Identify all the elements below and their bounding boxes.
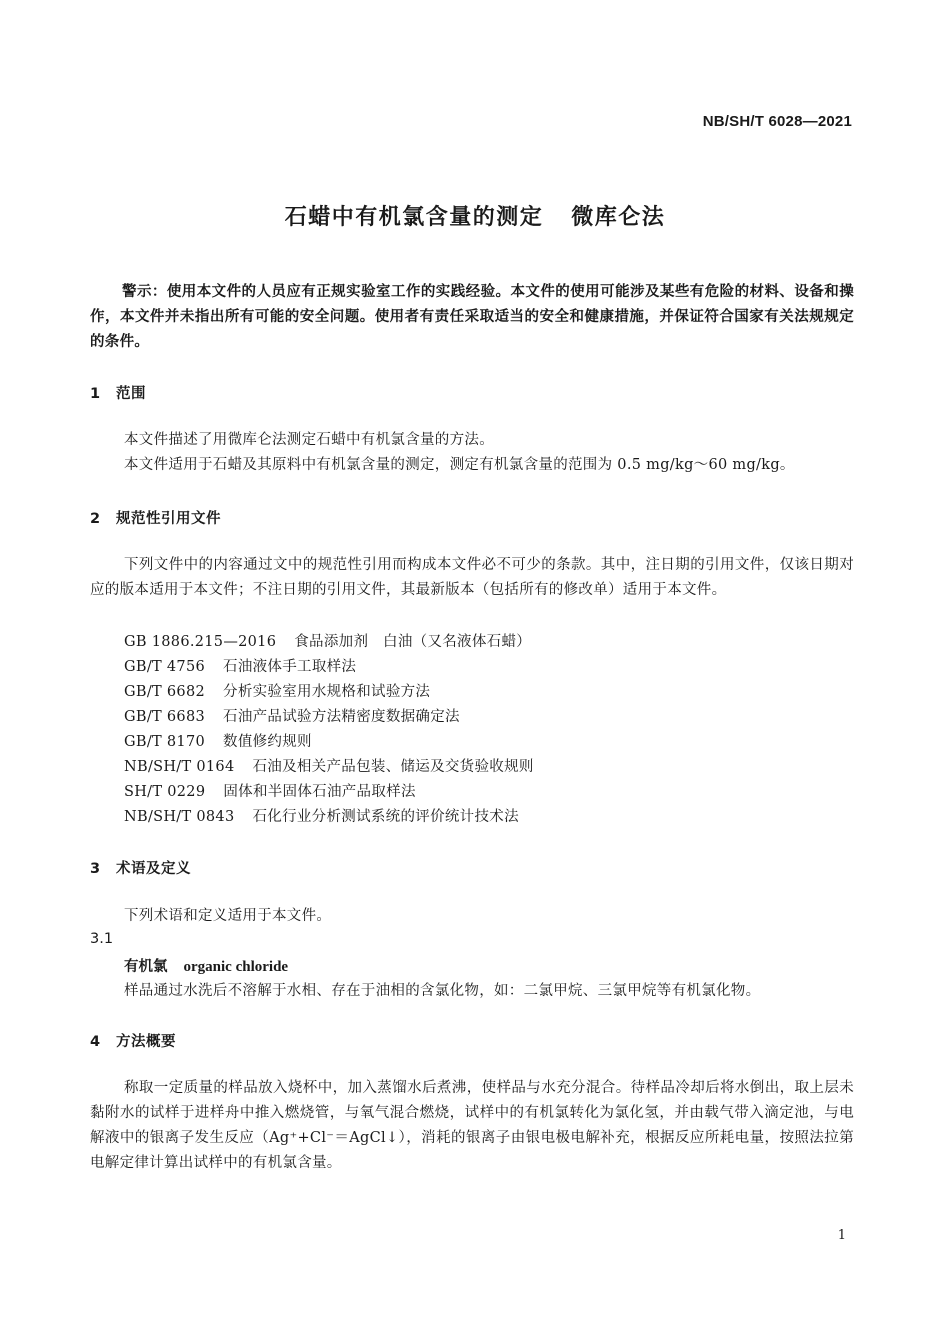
reference-title: 石油液体手工取样法: [223, 659, 357, 675]
reference-code: NB/SH/T 0164: [124, 759, 235, 775]
reference-code: GB/T 6682: [124, 684, 206, 700]
section-3-heading: [90, 857, 191, 878]
reference-item: [124, 755, 534, 776]
section-title: 术语及定义: [116, 861, 191, 877]
warning-paragraph: 警示：使用本文件的人员应有正规实验室工作的实践经验。本文件的使用可能涉及某些有危险的材料、设备和操作，本文件并未指出所有可能的安全问题。使用者有责任采取适当的安全和健康措施，并保证符合国家有关法规规定的条件。: [90, 284, 854, 350]
reference-title: 食品添加剂 白油（又名液体石蜡）: [294, 634, 532, 650]
term-chinese: 有机氯: [124, 959, 168, 975]
terms-intro: 下列术语和定义适用于本文件。: [124, 908, 332, 924]
document-title: [0, 200, 950, 231]
reference-title: 分析实验室用水规格和试验方法: [223, 684, 431, 700]
term-number: 3.1: [90, 931, 114, 947]
method-summary: 称取一定质量的样品放入烧杯中，加入蒸馏水后煮沸，使样品与水充分混合。待样品冷却后将水倒出，取上层未黏附水的试样于进样舟中推入燃烧管，与氧气混合燃烧，试样中的有机氯转化为氯化氢，并由载气带入滴定池，与电解液中的银离子发生反应（Ag⁺+Cl⁻＝AgCl↓），消耗的银离子由银电极电解补充，根据反应所耗电量，按照法拉第电解定律计算出试样中的有机氯含量。: [90, 1080, 854, 1171]
section-number: 1: [90, 386, 101, 402]
reference-code: GB/T 6683: [124, 709, 206, 725]
scope-paragraph-1: 本文件描述了用微库仑法测定石蜡中有机氯含量的方法。: [124, 432, 494, 448]
reference-title: 石油及相关产品包装、储运及交货验收规则: [252, 759, 534, 775]
section-number: 4: [90, 1034, 101, 1050]
reference-title: 石油产品试验方法精密度数据确定法: [223, 709, 460, 725]
reference-item: [124, 630, 531, 651]
term-definition: 样品通过水洗后不溶解于水相、存在于油相的含氯化物，如：二氯甲烷、三氯甲烷等有机氯化物。: [124, 983, 761, 999]
reference-code: GB 1886.215—2016: [124, 634, 277, 650]
standard-code: NB/SH/T 6028—2021: [702, 113, 852, 130]
reference-item: [124, 655, 356, 676]
reference-code: SH/T 0229: [124, 784, 206, 800]
reference-item: [124, 680, 430, 701]
reference-item: [124, 730, 312, 751]
section-number: 2: [90, 511, 101, 527]
section-title: 方法概要: [116, 1034, 176, 1050]
section-title: 范围: [116, 386, 146, 402]
reference-code: GB/T 4756: [124, 659, 206, 675]
term-english: organic chloride: [183, 959, 289, 975]
term-entry: [124, 955, 288, 976]
title-main: 石蜡中有机氯含量的测定: [284, 205, 544, 230]
section-4-heading: [90, 1030, 176, 1051]
title-sub: 微库仑法: [571, 205, 666, 230]
reference-title: 石化行业分析测试系统的评价统计技术法: [252, 809, 519, 825]
section-2-heading: [90, 507, 221, 528]
reference-item: [124, 780, 416, 801]
reference-title: 固体和半固体石油产品取样法: [223, 784, 416, 800]
reference-title: 数值修约规则: [223, 734, 312, 750]
reference-code: GB/T 8170: [124, 734, 206, 750]
section-title: 规范性引用文件: [116, 511, 221, 527]
section-1-heading: [90, 382, 146, 403]
page-number: 1: [837, 1228, 846, 1243]
scope-paragraph-2: 本文件适用于石蜡及其原料中有机氯含量的测定，测定有机氯含量的范围为 0.5 mg/kg～60 mg/kg。: [124, 457, 795, 473]
reference-code: NB/SH/T 0843: [124, 809, 235, 825]
reference-item: [124, 805, 519, 826]
reference-item: [124, 705, 460, 726]
section-number: 3: [90, 861, 101, 877]
references-intro: 下列文件中的内容通过文中的规范性引用而构成本文件必不可少的条款。其中，注日期的引用文件，仅该日期对应的版本适用于本文件；不注日期的引用文件，其最新版本（包括所有的修改单）适用于本文件。: [90, 557, 854, 598]
